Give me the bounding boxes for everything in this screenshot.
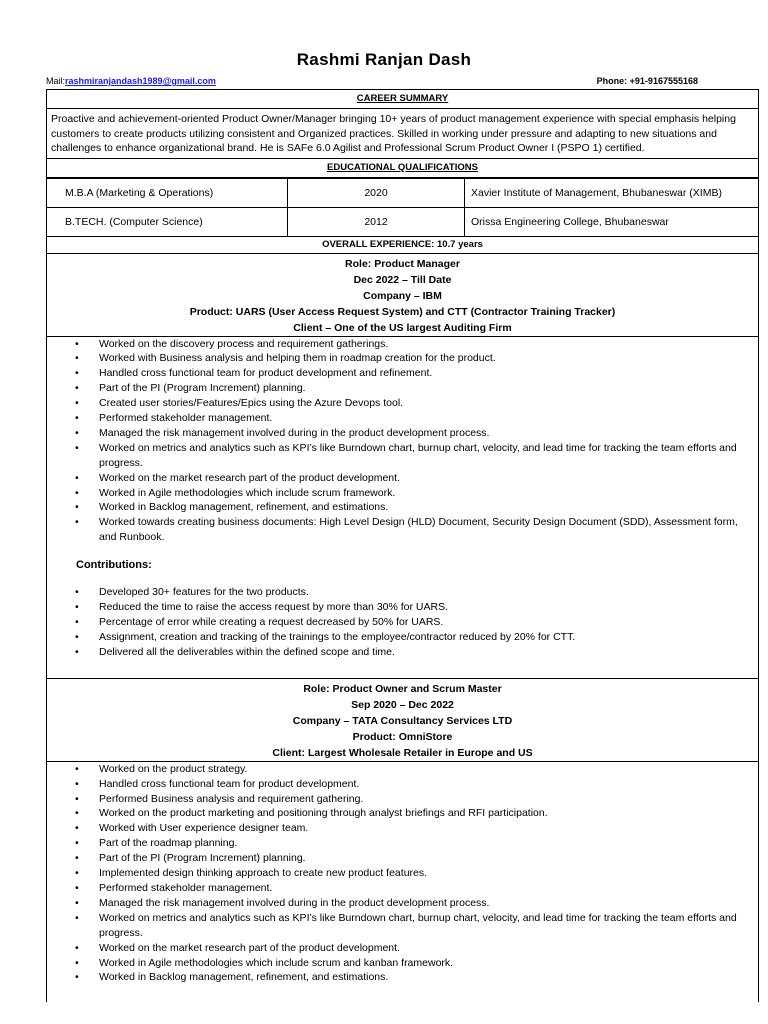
education-heading: EDUCATIONAL QUALIFICATIONS <box>47 159 758 178</box>
job-bullet-list <box>47 337 758 546</box>
list-item: • Part of the PI (Program Increment) planning. <box>75 382 306 395</box>
job-product: Product: OmniStore <box>352 730 453 743</box>
candidate-name: Rashmi Ranjan Dash <box>296 50 472 69</box>
list-item: • Handled cross functional team for product development and refinement. <box>75 367 433 380</box>
education-table <box>47 178 758 237</box>
overall-experience: OVERALL EXPERIENCE: 10.7 years <box>47 237 758 254</box>
list-item: • Worked towards creating business documents: High Level Design (HLD) Document, Security Design Document (SDD), Assessment form, and Runbook. <box>75 516 738 544</box>
list-item: • Worked with User experience designer team. <box>75 822 309 835</box>
contributions-list <box>47 585 758 660</box>
job-dates: Dec 2022 – Till Date <box>353 273 452 286</box>
job-header <box>47 679 758 762</box>
list-item: • Implemented design thinking approach to create new product features. <box>75 867 428 880</box>
edu-degree: M.B.A (Marketing & Operations) <box>47 178 288 207</box>
phone-number: Phone: +91-9167555168 <box>596 76 698 86</box>
list-item: • Worked with Business analysis and helping them in roadmap creation for the product. <box>75 352 496 365</box>
edu-institute: Xavier Institute of Management, Bhubaneswar (XIMB) <box>465 178 759 207</box>
list-item: • Delivered all the deliverables within the defined scope and time. <box>75 645 395 658</box>
list-item: • Performed Business analysis and requirement gathering. <box>75 792 364 805</box>
list-item: • Performed stakeholder management. <box>75 881 273 894</box>
list-item: • Worked on the product strategy. <box>75 762 248 775</box>
mail-block <box>46 76 216 86</box>
contact-line <box>46 76 722 88</box>
list-item: • Part of the PI (Program Increment) planning. <box>75 852 306 865</box>
contributions-heading: Contributions: <box>76 559 152 572</box>
list-item: • Worked on metrics and analytics such as KPI’s like Burndown chart, burnup chart, velocity, and lead time for tracking the team efforts and progress. <box>75 441 737 469</box>
list-item: • Handled cross functional team for product development. <box>75 777 360 790</box>
career-summary-text: Proactive and achievement-oriented Product Owner/Manager bringing 10+ years of product management experience with special emphasis helping customers to create products utilizing consistent and Organized practices. Skilled in working under pressure and adapting to new situations and challenges to enhance organizational brand. He is SAFe 6.0 Agilist and Professional Scrum Product Owner I (PSPO 1) certified. <box>47 109 758 159</box>
list-item: • Managed the risk management involved during in the product development process. <box>75 896 490 909</box>
edu-degree: B.TECH. (Computer Science) <box>47 207 288 236</box>
list-item: • Worked on the market research part of the product development. <box>75 471 400 484</box>
list-item: • Created user stories/Features/Epics using the Azure Devops tool. <box>75 397 404 410</box>
list-item: • Worked in Agile methodologies which include scrum and kanban framework. <box>75 956 454 969</box>
job-header <box>47 254 758 337</box>
list-item: • Worked on the product marketing and positioning through analyst briefings and RFI participation. <box>75 807 548 820</box>
resume-frame <box>46 89 759 1002</box>
list-item: • Assignment, creation and tracking of the trainings to the employee/contractor reduced by 20% for CTT. <box>75 630 576 643</box>
job-company: Company – IBM <box>363 289 442 302</box>
job-company: Company – TATA Consultancy Services LTD <box>292 714 513 727</box>
list-item: • Worked on the market research part of the product development. <box>75 941 400 954</box>
list-item: • Worked on metrics and analytics such as KPI’s like Burndown chart, burnup chart, velocity, and lead time for tracking the team efforts and progress. <box>75 911 737 939</box>
list-item: • Developed 30+ features for the two products. <box>75 586 309 599</box>
job-role: Role: Product Owner and Scrum Master <box>303 682 502 695</box>
edu-institute: Orissa Engineering College, Bhubaneswar <box>465 207 759 236</box>
job-details <box>47 337 758 679</box>
list-item: • Worked in Backlog management, refinement, and estimations. <box>75 971 389 984</box>
mail-label: Mail: <box>46 76 66 86</box>
table-row <box>47 178 758 207</box>
table-row <box>47 207 758 236</box>
list-item: • Percentage of error while creating a request decreased by 50% for UARS. <box>75 616 444 628</box>
job-dates: Sep 2020 – Dec 2022 <box>351 698 454 711</box>
list-item: • Worked in Agile methodologies which include scrum framework. <box>75 486 396 499</box>
job-client: Client: Largest Wholesale Retailer in Europe and US <box>272 746 533 759</box>
email-link[interactable]: rashmiranjandash1989@gmail.com <box>65 76 216 86</box>
edu-year: 2020 <box>288 178 465 207</box>
list-item: • Reduced the time to raise the access request by more than 30% for UARS. <box>75 601 449 614</box>
job-client: Client – One of the US largest Auditing Firm <box>293 321 512 334</box>
list-item: • Worked on the discovery process and requirement gatherings. <box>75 337 389 350</box>
job-role: Role: Product Manager <box>345 257 460 270</box>
list-item: • Managed the risk management involved during in the product development process. <box>75 426 490 439</box>
list-item: • Part of the roadmap planning. <box>75 837 238 850</box>
job-product: Product: UARS (User Access Request System) and CTT (Contractor Training Tracker) <box>189 305 616 318</box>
list-item: • Worked in Backlog management, refinement, and estimations. <box>75 501 389 514</box>
job-bullet-list <box>47 762 758 986</box>
career-summary-heading: CAREER SUMMARY <box>47 90 758 109</box>
list-item: • Performed stakeholder management. <box>75 412 273 425</box>
edu-year: 2012 <box>288 207 465 236</box>
